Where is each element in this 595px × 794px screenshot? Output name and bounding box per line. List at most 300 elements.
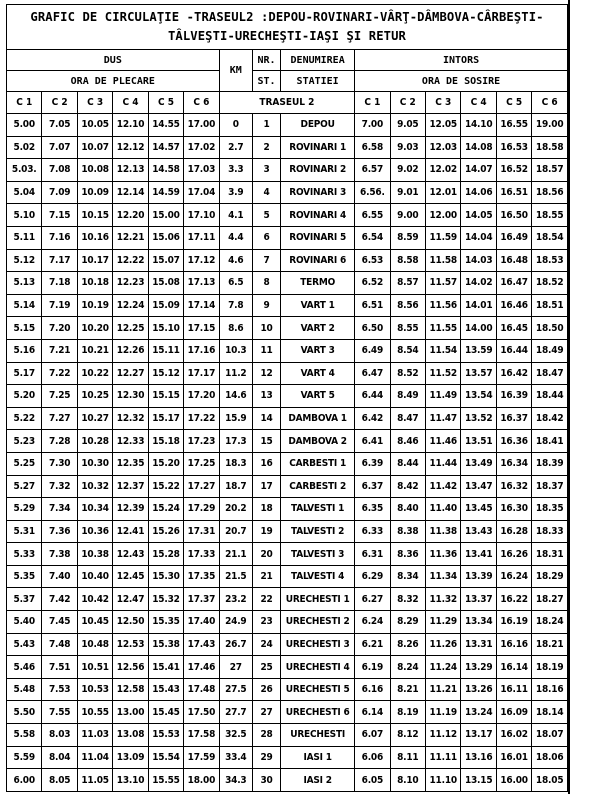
table-row bbox=[7, 204, 568, 227]
km-cell: 3.3 bbox=[219, 159, 252, 182]
arrival-time-cell: 18.54 bbox=[532, 226, 568, 249]
station-name-cell: URECHESTI 6 bbox=[281, 701, 355, 724]
km-cell: 8.6 bbox=[219, 317, 252, 340]
arrival-time-cell: 14.05 bbox=[461, 204, 496, 227]
arrival-time-cell: 13.24 bbox=[461, 701, 496, 724]
table-row bbox=[7, 498, 568, 521]
station-name-cell: ROVINARI 5 bbox=[281, 226, 355, 249]
departure-time-cell: 15.32 bbox=[148, 588, 183, 611]
departure-time-cell: 15.28 bbox=[148, 543, 183, 566]
departure-time-cell: 7.34 bbox=[42, 498, 77, 521]
departure-time-cell: 10.30 bbox=[77, 452, 112, 475]
arrival-time-cell: 6.16 bbox=[355, 678, 390, 701]
station-name-cell: VART 3 bbox=[281, 339, 355, 362]
arrival-time-cell: 6.41 bbox=[355, 430, 390, 453]
departure-time-cell: 12.45 bbox=[113, 565, 148, 588]
intors-col-header: C 3 bbox=[426, 92, 461, 114]
arrival-time-cell: 13.45 bbox=[461, 498, 496, 521]
departure-time-cell: 12.25 bbox=[113, 317, 148, 340]
departure-time-cell: 15.12 bbox=[148, 362, 183, 385]
table-row bbox=[7, 565, 568, 588]
table-row bbox=[7, 611, 568, 634]
arrival-time-cell: 18.06 bbox=[532, 746, 568, 769]
arrival-time-cell: 13.15 bbox=[461, 769, 496, 792]
departure-time-cell: 12.21 bbox=[113, 226, 148, 249]
departure-time-cell: 7.08 bbox=[42, 159, 77, 182]
departure-time-cell: 7.19 bbox=[42, 294, 77, 317]
departure-time-cell: 5.29 bbox=[7, 498, 42, 521]
station-name-cell: ROVINARI 3 bbox=[281, 181, 355, 204]
departure-time-cell: 15.38 bbox=[148, 633, 183, 656]
station-name-cell: DAMBOVA 1 bbox=[281, 407, 355, 430]
arrival-time-cell: 11.26 bbox=[426, 633, 461, 656]
departure-time-cell: 10.07 bbox=[77, 136, 112, 159]
arrival-time-cell: 11.21 bbox=[426, 678, 461, 701]
arrival-time-cell: 16.44 bbox=[496, 339, 531, 362]
station-name-cell: TALVESTI 2 bbox=[281, 520, 355, 543]
departure-time-cell: 12.20 bbox=[113, 204, 148, 227]
arrival-time-cell: 8.24 bbox=[390, 656, 425, 679]
departure-time-cell: 18.00 bbox=[184, 769, 219, 792]
arrival-time-cell: 13.26 bbox=[461, 678, 496, 701]
arrival-time-cell: 14.00 bbox=[461, 317, 496, 340]
departure-time-cell: 7.30 bbox=[42, 452, 77, 475]
arrival-time-cell: 16.19 bbox=[496, 611, 531, 634]
arrival-time-cell: 16.02 bbox=[496, 724, 531, 747]
departure-time-cell: 5.50 bbox=[7, 701, 42, 724]
departure-time-cell: 15.10 bbox=[148, 317, 183, 340]
km-cell: 23.2 bbox=[219, 588, 252, 611]
traseu-header: TRASEUL 2 bbox=[219, 92, 355, 114]
departure-time-cell: 5.59 bbox=[7, 746, 42, 769]
departure-time-cell: 5.58 bbox=[7, 724, 42, 747]
arrival-time-cell: 11.46 bbox=[426, 430, 461, 453]
departure-time-cell: 15.00 bbox=[148, 204, 183, 227]
departure-time-cell: 15.24 bbox=[148, 498, 183, 521]
station-name-cell: ROVINARI 2 bbox=[281, 159, 355, 182]
station-name-cell: CARBESTI 2 bbox=[281, 475, 355, 498]
table-row bbox=[7, 272, 568, 295]
departure-time-cell: 11.03 bbox=[77, 724, 112, 747]
arrival-time-cell: 16.22 bbox=[496, 588, 531, 611]
arrival-time-cell: 11.57 bbox=[426, 272, 461, 295]
dus-col-header: C 4 bbox=[113, 92, 148, 114]
departure-time-cell: 12.30 bbox=[113, 385, 148, 408]
stop-number-cell: 5 bbox=[252, 204, 280, 227]
km-cell: 21.5 bbox=[219, 565, 252, 588]
table-row bbox=[7, 588, 568, 611]
departure-time-cell: 7.17 bbox=[42, 249, 77, 272]
station-name-cell: VART 2 bbox=[281, 317, 355, 340]
departure-time-cell: 5.27 bbox=[7, 475, 42, 498]
table-row bbox=[7, 407, 568, 430]
departure-time-cell: 17.15 bbox=[184, 317, 219, 340]
arrival-time-cell: 16.37 bbox=[496, 407, 531, 430]
departure-time-cell: 7.36 bbox=[42, 520, 77, 543]
arrival-time-cell: 8.56 bbox=[390, 294, 425, 317]
arrival-time-cell: 16.32 bbox=[496, 475, 531, 498]
departure-time-cell: 12.10 bbox=[113, 114, 148, 137]
arrival-time-cell: 6.05 bbox=[355, 769, 390, 792]
arrival-time-cell: 18.52 bbox=[532, 272, 568, 295]
table-row bbox=[7, 136, 568, 159]
departure-time-cell: 17.58 bbox=[184, 724, 219, 747]
stop-number-cell: 22 bbox=[252, 588, 280, 611]
departure-time-cell: 17.10 bbox=[184, 204, 219, 227]
departure-time-cell: 15.08 bbox=[148, 272, 183, 295]
arrival-time-cell: 18.50 bbox=[532, 317, 568, 340]
arrival-time-cell: 11.40 bbox=[426, 498, 461, 521]
arrival-time-cell: 11.59 bbox=[426, 226, 461, 249]
table-row bbox=[7, 701, 568, 724]
table-row bbox=[7, 114, 568, 137]
departure-time-cell: 17.46 bbox=[184, 656, 219, 679]
arrival-time-cell: 14.08 bbox=[461, 136, 496, 159]
departure-time-cell: 5.37 bbox=[7, 588, 42, 611]
arrival-time-cell: 18.24 bbox=[532, 611, 568, 634]
departure-time-cell: 7.28 bbox=[42, 430, 77, 453]
arrival-time-cell: 16.01 bbox=[496, 746, 531, 769]
departure-time-cell: 5.33 bbox=[7, 543, 42, 566]
arrival-time-cell: 6.07 bbox=[355, 724, 390, 747]
arrival-time-cell: 11.11 bbox=[426, 746, 461, 769]
arrival-time-cell: 13.34 bbox=[461, 611, 496, 634]
departure-time-cell: 11.04 bbox=[77, 746, 112, 769]
arrival-time-cell: 14.06 bbox=[461, 181, 496, 204]
departure-time-cell: 15.30 bbox=[148, 565, 183, 588]
arrival-time-cell: 11.49 bbox=[426, 385, 461, 408]
departure-time-cell: 10.09 bbox=[77, 181, 112, 204]
arrival-time-cell: 18.49 bbox=[532, 339, 568, 362]
departure-time-cell: 17.22 bbox=[184, 407, 219, 430]
arrival-time-cell: 14.02 bbox=[461, 272, 496, 295]
departure-time-cell: 5.11 bbox=[7, 226, 42, 249]
arrival-time-cell: 18.47 bbox=[532, 362, 568, 385]
departure-time-cell: 12.22 bbox=[113, 249, 148, 272]
arrival-time-cell: 16.51 bbox=[496, 181, 531, 204]
arrival-time-cell: 11.36 bbox=[426, 543, 461, 566]
arrival-time-cell: 13.57 bbox=[461, 362, 496, 385]
arrival-time-cell: 9.00 bbox=[390, 204, 425, 227]
arrival-time-cell: 13.51 bbox=[461, 430, 496, 453]
departure-time-cell: 15.54 bbox=[148, 746, 183, 769]
km-cell: 14.6 bbox=[219, 385, 252, 408]
departure-time-cell: 17.14 bbox=[184, 294, 219, 317]
km-cell: 10.3 bbox=[219, 339, 252, 362]
stop-number-cell: 16 bbox=[252, 452, 280, 475]
departure-time-cell: 10.38 bbox=[77, 543, 112, 566]
departure-time-cell: 11.05 bbox=[77, 769, 112, 792]
departure-time-cell: 17.17 bbox=[184, 362, 219, 385]
table-row bbox=[7, 294, 568, 317]
table-row bbox=[7, 746, 568, 769]
station-name-cell: ROVINARI 6 bbox=[281, 249, 355, 272]
station-name-cell: DAMBOVA 2 bbox=[281, 430, 355, 453]
departure-time-cell: 10.42 bbox=[77, 588, 112, 611]
departure-time-cell: 12.56 bbox=[113, 656, 148, 679]
departure-time-cell: 10.32 bbox=[77, 475, 112, 498]
arrival-time-cell: 8.54 bbox=[390, 339, 425, 362]
km-cell: 27.7 bbox=[219, 701, 252, 724]
arrival-time-cell: 18.19 bbox=[532, 656, 568, 679]
arrival-time-cell: 16.30 bbox=[496, 498, 531, 521]
departure-time-cell: 7.27 bbox=[42, 407, 77, 430]
departure-time-cell: 5.20 bbox=[7, 385, 42, 408]
km-cell: 27 bbox=[219, 656, 252, 679]
arrival-time-cell: 18.27 bbox=[532, 588, 568, 611]
departure-time-cell: 12.14 bbox=[113, 181, 148, 204]
arrival-time-cell: 6.21 bbox=[355, 633, 390, 656]
arrival-time-cell: 6.14 bbox=[355, 701, 390, 724]
departure-time-cell: 7.55 bbox=[42, 701, 77, 724]
departure-time-cell: 10.16 bbox=[77, 226, 112, 249]
arrival-time-cell: 16.55 bbox=[496, 114, 531, 137]
departure-time-cell: 10.17 bbox=[77, 249, 112, 272]
stop-number-cell: 1 bbox=[252, 114, 280, 137]
arrival-time-cell: 18.53 bbox=[532, 249, 568, 272]
departure-time-cell: 7.25 bbox=[42, 385, 77, 408]
arrival-time-cell: 11.47 bbox=[426, 407, 461, 430]
table-row bbox=[7, 769, 568, 792]
departure-time-cell: 7.40 bbox=[42, 565, 77, 588]
departure-time-cell: 10.40 bbox=[77, 565, 112, 588]
departure-time-cell: 5.14 bbox=[7, 294, 42, 317]
departure-time-cell: 7.16 bbox=[42, 226, 77, 249]
departure-time-cell: 7.07 bbox=[42, 136, 77, 159]
stop-number-cell: 27 bbox=[252, 701, 280, 724]
arrival-time-cell: 11.29 bbox=[426, 611, 461, 634]
table-row bbox=[7, 452, 568, 475]
km-cell: 0 bbox=[219, 114, 252, 137]
stop-number-cell: 9 bbox=[252, 294, 280, 317]
arrival-time-cell: 16.14 bbox=[496, 656, 531, 679]
denumirea-header: DENUMIREA bbox=[281, 50, 355, 71]
km-cell: 26.7 bbox=[219, 633, 252, 656]
arrival-time-cell: 6.51 bbox=[355, 294, 390, 317]
stop-number-cell: 28 bbox=[252, 724, 280, 747]
arrival-time-cell: 13.47 bbox=[461, 475, 496, 498]
departure-time-cell: 12.12 bbox=[113, 136, 148, 159]
arrival-time-cell: 13.37 bbox=[461, 588, 496, 611]
departure-time-cell: 10.45 bbox=[77, 611, 112, 634]
departure-time-cell: 10.19 bbox=[77, 294, 112, 317]
km-cell: 32.5 bbox=[219, 724, 252, 747]
departure-time-cell: 15.18 bbox=[148, 430, 183, 453]
departure-time-cell: 7.53 bbox=[42, 678, 77, 701]
departure-time-cell: 7.42 bbox=[42, 588, 77, 611]
arrival-time-cell: 9.03 bbox=[390, 136, 425, 159]
departure-time-cell: 10.15 bbox=[77, 204, 112, 227]
station-name-cell: VART 4 bbox=[281, 362, 355, 385]
arrival-time-cell: 13.17 bbox=[461, 724, 496, 747]
arrival-time-cell: 18.57 bbox=[532, 159, 568, 182]
departure-time-cell: 17.25 bbox=[184, 452, 219, 475]
arrival-time-cell: 7.00 bbox=[355, 114, 390, 137]
departure-time-cell: 17.13 bbox=[184, 272, 219, 295]
departure-time-cell: 7.48 bbox=[42, 633, 77, 656]
km-cell: 4.6 bbox=[219, 249, 252, 272]
arrival-time-cell: 18.33 bbox=[532, 520, 568, 543]
arrival-time-cell: 8.40 bbox=[390, 498, 425, 521]
departure-time-cell: 5.31 bbox=[7, 520, 42, 543]
table-row bbox=[7, 362, 568, 385]
arrival-time-cell: 16.39 bbox=[496, 385, 531, 408]
arrival-time-cell: 18.39 bbox=[532, 452, 568, 475]
arrival-time-cell: 13.52 bbox=[461, 407, 496, 430]
arrival-time-cell: 14.01 bbox=[461, 294, 496, 317]
departure-time-cell: 7.05 bbox=[42, 114, 77, 137]
departure-time-cell: 17.37 bbox=[184, 588, 219, 611]
arrival-time-cell: 16.49 bbox=[496, 226, 531, 249]
ora-sosire-header: ORA DE SOSIRE bbox=[355, 71, 568, 92]
arrival-time-cell: 6.57 bbox=[355, 159, 390, 182]
departure-time-cell: 10.28 bbox=[77, 430, 112, 453]
departure-time-cell: 17.35 bbox=[184, 565, 219, 588]
table-row bbox=[7, 724, 568, 747]
departure-time-cell: 17.00 bbox=[184, 114, 219, 137]
arrival-time-cell: 8.21 bbox=[390, 678, 425, 701]
departure-time-cell: 5.35 bbox=[7, 565, 42, 588]
arrival-time-cell: 11.58 bbox=[426, 249, 461, 272]
stop-number-cell: 25 bbox=[252, 656, 280, 679]
arrival-time-cell: 12.05 bbox=[426, 114, 461, 137]
arrival-time-cell: 11.24 bbox=[426, 656, 461, 679]
km-cell: 6.5 bbox=[219, 272, 252, 295]
station-name-cell: DEPOU bbox=[281, 114, 355, 137]
arrival-time-cell: 6.47 bbox=[355, 362, 390, 385]
departure-time-cell: 17.04 bbox=[184, 181, 219, 204]
arrival-time-cell: 6.44 bbox=[355, 385, 390, 408]
arrival-time-cell: 6.50 bbox=[355, 317, 390, 340]
departure-time-cell: 12.23 bbox=[113, 272, 148, 295]
departure-time-cell: 13.08 bbox=[113, 724, 148, 747]
departure-time-cell: 12.13 bbox=[113, 159, 148, 182]
dus-col-header: C 6 bbox=[184, 92, 219, 114]
departure-time-cell: 17.12 bbox=[184, 249, 219, 272]
stop-number-cell: 30 bbox=[252, 769, 280, 792]
km-cell: 7.8 bbox=[219, 294, 252, 317]
arrival-time-cell: 14.04 bbox=[461, 226, 496, 249]
stop-number-cell: 17 bbox=[252, 475, 280, 498]
station-name-cell: VART 1 bbox=[281, 294, 355, 317]
departure-time-cell: 7.09 bbox=[42, 181, 77, 204]
arrival-time-cell: 16.53 bbox=[496, 136, 531, 159]
departure-time-cell: 12.58 bbox=[113, 678, 148, 701]
arrival-time-cell: 13.49 bbox=[461, 452, 496, 475]
departure-time-cell: 12.35 bbox=[113, 452, 148, 475]
arrival-time-cell: 13.39 bbox=[461, 565, 496, 588]
table-row bbox=[7, 633, 568, 656]
stop-number-cell: 11 bbox=[252, 339, 280, 362]
stop-number-cell: 3 bbox=[252, 159, 280, 182]
departure-time-cell: 5.02 bbox=[7, 136, 42, 159]
arrival-time-cell: 8.26 bbox=[390, 633, 425, 656]
departure-time-cell: 10.36 bbox=[77, 520, 112, 543]
departure-time-cell: 10.51 bbox=[77, 656, 112, 679]
departure-time-cell: 7.32 bbox=[42, 475, 77, 498]
arrival-time-cell: 11.32 bbox=[426, 588, 461, 611]
document-title: GRAFIC DE CIRCULAŢIE -TRASEUL2 :DEPOU-ROVINARI-VÂRŢ-DÂMBOVA-CÂRBEŞTI-TÂLVEŞTI-URECHEŞTI-IAŞI ŞI RETUR bbox=[7, 5, 568, 50]
arrival-time-cell: 16.34 bbox=[496, 452, 531, 475]
table-row bbox=[7, 678, 568, 701]
table-row bbox=[7, 339, 568, 362]
station-name-cell: CARBESTI 1 bbox=[281, 452, 355, 475]
arrival-time-cell: 6.29 bbox=[355, 565, 390, 588]
departure-time-cell: 17.59 bbox=[184, 746, 219, 769]
departure-time-cell: 10.25 bbox=[77, 385, 112, 408]
arrival-time-cell: 11.10 bbox=[426, 769, 461, 792]
arrival-time-cell: 19.00 bbox=[532, 114, 568, 137]
departure-time-cell: 15.43 bbox=[148, 678, 183, 701]
stop-number-cell: 18 bbox=[252, 498, 280, 521]
intors-header: INTORS bbox=[355, 50, 568, 71]
nr-header: NR. bbox=[252, 50, 280, 71]
st-header: ST. bbox=[252, 71, 280, 92]
departure-time-cell: 5.40 bbox=[7, 611, 42, 634]
table-row bbox=[7, 226, 568, 249]
departure-time-cell: 17.11 bbox=[184, 226, 219, 249]
arrival-time-cell: 18.58 bbox=[532, 136, 568, 159]
arrival-time-cell: 6.49 bbox=[355, 339, 390, 362]
departure-time-cell: 12.39 bbox=[113, 498, 148, 521]
station-name-cell: IASI 1 bbox=[281, 746, 355, 769]
departure-time-cell: 5.23 bbox=[7, 430, 42, 453]
arrival-time-cell: 6.24 bbox=[355, 611, 390, 634]
arrival-time-cell: 18.37 bbox=[532, 475, 568, 498]
stop-number-cell: 19 bbox=[252, 520, 280, 543]
departure-time-cell: 15.55 bbox=[148, 769, 183, 792]
stop-number-cell: 15 bbox=[252, 430, 280, 453]
km-cell: 2.7 bbox=[219, 136, 252, 159]
departure-time-cell: 12.33 bbox=[113, 430, 148, 453]
arrival-time-cell: 6.42 bbox=[355, 407, 390, 430]
arrival-time-cell: 16.16 bbox=[496, 633, 531, 656]
departure-time-cell: 10.34 bbox=[77, 498, 112, 521]
arrival-time-cell: 8.11 bbox=[390, 746, 425, 769]
departure-time-cell: 15.07 bbox=[148, 249, 183, 272]
departure-time-cell: 12.37 bbox=[113, 475, 148, 498]
station-name-cell: TERMO bbox=[281, 272, 355, 295]
arrival-time-cell: 8.52 bbox=[390, 362, 425, 385]
arrival-time-cell: 12.00 bbox=[426, 204, 461, 227]
table-row bbox=[7, 656, 568, 679]
departure-time-cell: 7.18 bbox=[42, 272, 77, 295]
arrival-time-cell: 6.27 bbox=[355, 588, 390, 611]
station-name-cell: ROVINARI 1 bbox=[281, 136, 355, 159]
km-cell: 33.4 bbox=[219, 746, 252, 769]
departure-time-cell: 7.38 bbox=[42, 543, 77, 566]
departure-time-cell: 5.03. bbox=[7, 159, 42, 182]
km-cell: 21.1 bbox=[219, 543, 252, 566]
departure-time-cell: 5.25 bbox=[7, 452, 42, 475]
departure-time-cell: 8.04 bbox=[42, 746, 77, 769]
departure-time-cell: 15.53 bbox=[148, 724, 183, 747]
departure-time-cell: 15.11 bbox=[148, 339, 183, 362]
arrival-time-cell: 11.54 bbox=[426, 339, 461, 362]
intors-col-header: C 5 bbox=[496, 92, 531, 114]
arrival-time-cell: 13.59 bbox=[461, 339, 496, 362]
arrival-time-cell: 16.52 bbox=[496, 159, 531, 182]
departure-time-cell: 17.16 bbox=[184, 339, 219, 362]
departure-time-cell: 5.12 bbox=[7, 249, 42, 272]
departure-time-cell: 12.43 bbox=[113, 543, 148, 566]
arrival-time-cell: 8.29 bbox=[390, 611, 425, 634]
departure-time-cell: 12.41 bbox=[113, 520, 148, 543]
departure-time-cell: 17.48 bbox=[184, 678, 219, 701]
dus-col-header: C 3 bbox=[77, 92, 112, 114]
km-cell: 11.2 bbox=[219, 362, 252, 385]
arrival-time-cell: 16.24 bbox=[496, 565, 531, 588]
